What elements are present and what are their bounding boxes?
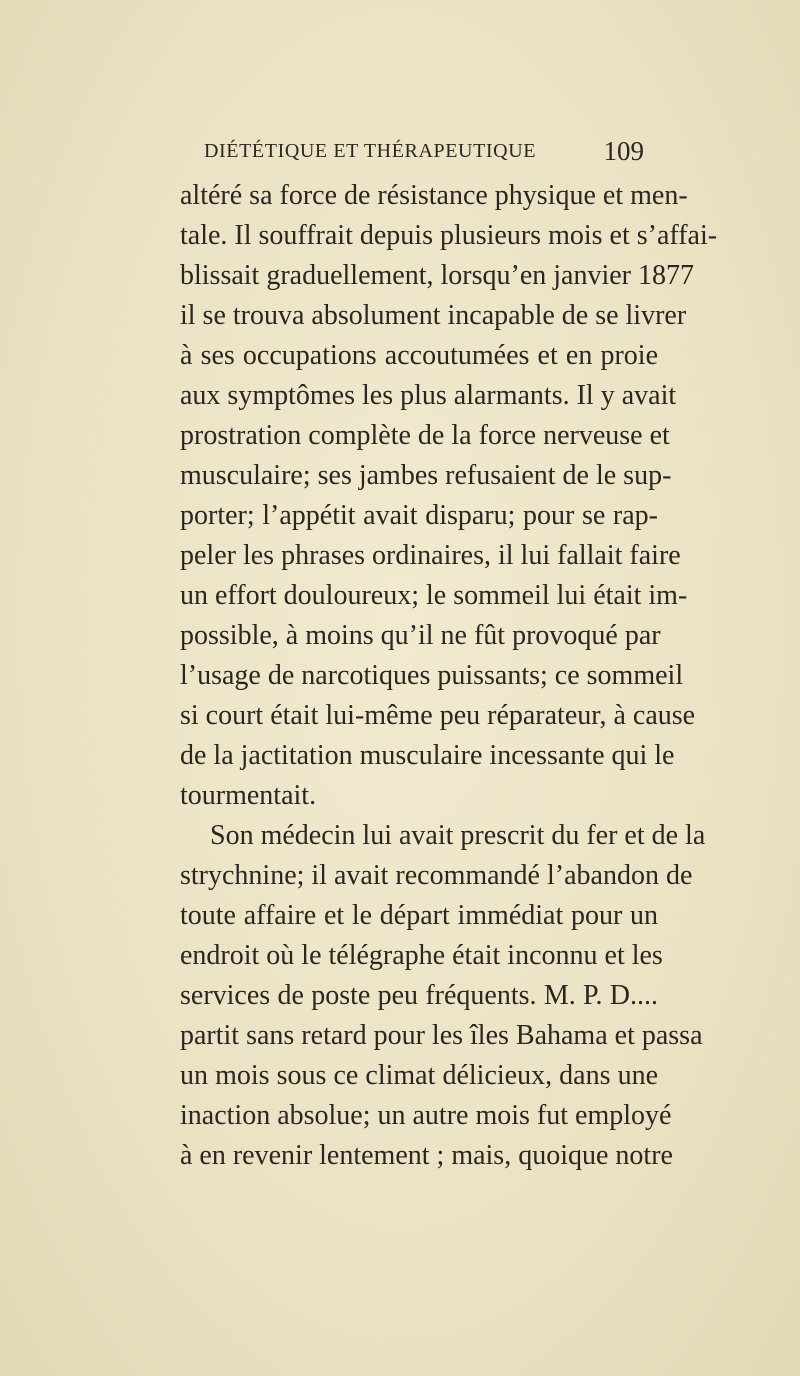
text-line: à ses occupations accoutumées et en proie [180,340,658,371]
text-line: toute affaire et le départ immédiat pour un [180,900,658,931]
text-line: strychnine; il avait recommandé l’abandon de [180,860,693,891]
text-line: aux symptômes les plus alarmants. Il y avait [180,380,677,411]
text-line: inaction absolue; un autre mois fut employé [180,1100,672,1131]
text-line: un effort douloureux; le sommeil lui était im- [180,580,688,611]
text-line: de la jactitation musculaire incessante qui le [180,740,675,771]
body-text [180,176,718,1176]
text-line: porter; l’appétit avait disparu; pour se rap- [180,500,658,531]
paragraph-end-line: tourmentait. [180,780,317,811]
text-line: il se trouva absolument incapable de se livrer [180,300,687,331]
paragraph-start-line: Son médecin lui avait prescrit du fer et de la [210,820,706,851]
text-line: un mois sous ce climat délicieux, dans une [180,1060,658,1091]
text-line: tale. Il souffrait depuis plusieurs mois et s’affai- [180,220,718,251]
text-line: altéré sa force de résistance physique et men- [180,180,688,211]
text-line: musculaire; ses jambes refusaient de le sup- [180,460,672,491]
text-line: partit sans retard pour les îles Bahama et passa [180,1020,703,1051]
running-title: DIÉTÉTIQUE ET THÉRAPEUTIQUE [204,140,537,162]
text-line: à en revenir lentement ; mais, quoique notre [180,1140,673,1171]
page-number: 109 [603,136,644,166]
text-line: endroit où le télégraphe était inconnu et les [180,940,663,971]
text-line: si court était lui-même peu réparateur, à cause [180,700,696,731]
text-line: blissait graduellement, lorsqu’en janvier 1877 [180,260,694,291]
text-line: l’usage de narcotiques puissants; ce sommeil [180,660,684,691]
text-line: prostration complète de la force nerveuse et [180,420,670,451]
text-line: peler les phrases ordinaires, il lui fallait faire [180,540,681,571]
running-head [204,136,644,170]
text-line: services de poste peu fréquents. M. P. D.... [180,980,658,1011]
text-line: possible, à moins qu’il ne fût provoqué par [180,620,661,651]
